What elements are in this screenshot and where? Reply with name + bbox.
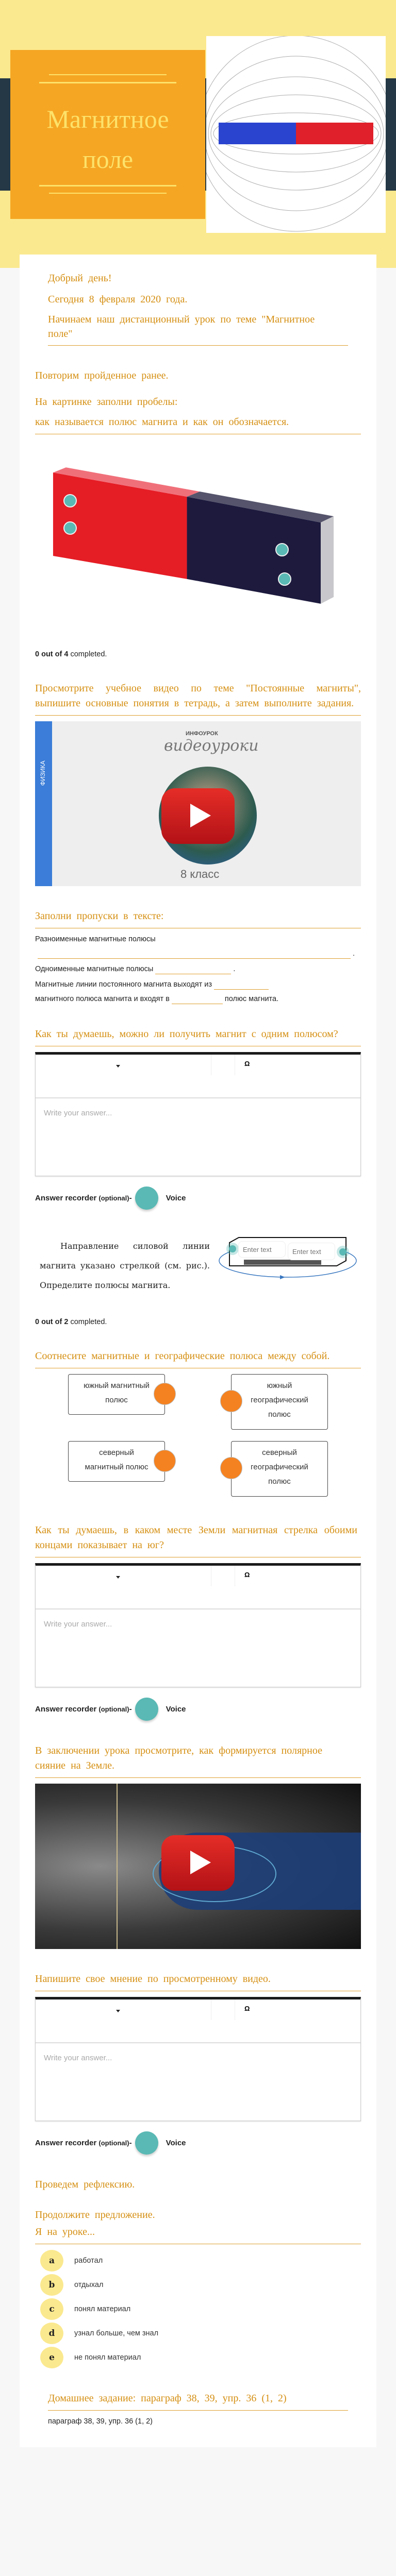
match-item-left[interactable]: южный магнитный полюс [68, 1374, 165, 1415]
q1-section [35, 1027, 361, 1210]
video2-section [35, 1743, 361, 1949]
fill-sentence-3c: полюс магнита. [224, 995, 279, 1003]
pole-input-2[interactable] [288, 1243, 335, 1260]
video1-section [35, 681, 361, 886]
hotspot[interactable] [339, 1248, 346, 1256]
q1-heading: Как ты думаешь, можно ли получить магнит с одним полюсом? [35, 1028, 338, 1040]
play-icon[interactable] [161, 1835, 235, 1891]
progress-status: 0 out of 2 completed. [35, 1318, 107, 1326]
option-b[interactable]: b отдыхал [40, 2274, 361, 2296]
answer-textarea[interactable] [36, 2043, 360, 2121]
format-dropdown-icon[interactable] [116, 1065, 120, 1067]
voice-label: Voice [166, 1194, 186, 1202]
video1-heading: Просмотрите учебное видео по теме "Постоянные магниты", выпишите основные понятия в тетрадь, а затем выполните задания. [35, 683, 361, 709]
voice-label: Voice [166, 2139, 186, 2147]
fill-sentence-1: Разноименные магнитные полюсы [35, 935, 156, 943]
magnet-labeling-image [35, 440, 361, 646]
answer-textarea[interactable] [36, 1609, 360, 1687]
pole-input-1[interactable] [238, 1241, 286, 1258]
special-char-button[interactable]: Ω [244, 1571, 250, 1579]
editor-toolbar [36, 1055, 360, 1098]
lesson-intro: Начинаем наш дистанционный урок по теме "Магнитное поле" [48, 314, 315, 340]
brand-script: видеоуроки [164, 737, 259, 755]
special-char-button[interactable]: Ω [244, 2005, 250, 2012]
review-section [35, 368, 361, 658]
homework-heading: Домашнее задание: параграф 38, 39, упр. 36 (1, 2) [48, 2393, 287, 2404]
play-icon[interactable] [161, 788, 235, 844]
fill-input-1[interactable] [38, 948, 351, 959]
fill-sentence-3a: Магнитные линии постоянного магнита выходят из [35, 980, 212, 989]
reflection-section [35, 2177, 361, 2368]
answer-editor [35, 1052, 361, 1176]
q2-section [35, 1523, 361, 1721]
subject-stripe [35, 721, 52, 886]
record-button[interactable] [135, 2131, 158, 2155]
match-item-right[interactable]: южный географический полюс [231, 1374, 328, 1430]
voice-label: Voice [166, 1705, 186, 1714]
divider [48, 345, 348, 346]
option-e[interactable]: e не понял материал [40, 2347, 361, 2368]
hero-title: Магнитное поле [46, 105, 169, 174]
review-task-line1: На картинке заполни пробелы: [35, 396, 178, 408]
label-hotspot[interactable] [275, 543, 289, 556]
option-d[interactable]: d узнал больше, чем знал [40, 2323, 361, 2344]
lesson-date: Сегодня 8 февраля 2020 года. [48, 294, 188, 305]
hero-title-box [10, 50, 205, 219]
reflection-prompt: Продолжите предложение. [35, 2209, 155, 2221]
divider [39, 82, 176, 83]
format-dropdown-icon[interactable] [116, 1576, 120, 1579]
special-char-button[interactable]: Ω [244, 1060, 250, 1067]
progress-status: 0 out of 4 completed. [35, 650, 107, 658]
format-dropdown-icon[interactable] [116, 2010, 120, 2012]
hero [0, 0, 396, 268]
divider [35, 1777, 361, 1778]
grade-label: 8 класс [180, 868, 220, 880]
reflection-prompt: Я на уроке... [35, 2226, 95, 2238]
match-connector[interactable] [220, 1390, 242, 1412]
brand-label: ИНФОУРОК [186, 731, 218, 737]
answer-editor [35, 1563, 361, 1687]
hotspot[interactable] [229, 1245, 236, 1252]
label-hotspot[interactable] [63, 521, 77, 535]
fill-input-2[interactable] [155, 964, 231, 974]
label-hotspot[interactable] [63, 494, 77, 507]
fill-section: Заполни пропуски в тексте: Разноименные магнитные полюсы . Одноименные магнитные полюсы . Магнитные линии постоянного магнита выходят из магнитного полюса магнита и входят в полюс магнита. [35, 909, 361, 1004]
option-a[interactable]: a работал [40, 2250, 361, 2272]
divider [48, 2410, 348, 2411]
match-area [35, 1374, 361, 1500]
reflection-heading: Проведем рефлексию. [35, 2179, 135, 2190]
magnetic-field-image [206, 36, 386, 233]
divider [49, 193, 167, 194]
q3-heading: Напишите свое мнение по просмотренному видео. [35, 1973, 271, 1985]
arrow-task-text: Направление силовой линии магнита указано стрелкой (см. рис.). Определите полюсы магнита. [40, 1241, 210, 1290]
record-button[interactable] [135, 1187, 158, 1210]
homework-text: параграф 38, 39, упр. 36 (1, 2) [48, 2417, 153, 2426]
fill-sentence-2: Одноименные магнитные полюсы [35, 965, 154, 973]
video-player[interactable] [35, 721, 361, 886]
answer-editor [35, 1997, 361, 2121]
subject-label: ФИЗИКА [39, 760, 46, 786]
divider [49, 74, 167, 75]
editor-toolbar [36, 1566, 360, 1609]
answer-textarea[interactable] [36, 1098, 360, 1176]
divider [35, 715, 361, 716]
record-button[interactable] [135, 1698, 158, 1721]
greeting: Добрый день! [48, 273, 112, 284]
match-section [35, 1349, 361, 1500]
homework-section [35, 2391, 361, 2427]
fill-heading: Заполни пропуски в тексте: [35, 910, 164, 922]
review-task-line2: как называется полюс магнита и как он обозначается. [35, 416, 289, 428]
answer-recorder: Answer recorder (optional) - Voice [35, 1698, 361, 1721]
video2-heading: В заключении урока просмотрите, как формируется полярное сияние на Земле. [35, 1745, 322, 1771]
fill-sentence-3b: магнитного полюса магнита и входят в [35, 995, 170, 1003]
editor-toolbar [36, 1999, 360, 2043]
video-player[interactable] [35, 1784, 361, 1949]
option-c[interactable]: c понял материал [40, 2298, 361, 2320]
review-heading: Повторим пройденное ранее. [35, 370, 169, 381]
arrow-task [35, 1232, 361, 1314]
intro-section [35, 271, 361, 346]
q2-heading: Как ты думаешь, в каком месте Земли магнитная стрелка обоими концами показывает на юг? [35, 1524, 357, 1551]
match-connector[interactable] [220, 1457, 242, 1479]
match-item-right[interactable]: северный географический полюс [231, 1441, 328, 1497]
fill-input-4[interactable] [172, 994, 223, 1004]
fill-input-3[interactable] [214, 979, 269, 990]
divider [39, 185, 176, 187]
answer-recorder: Answer recorder (optional) - Voice [35, 2131, 361, 2155]
match-heading: Соотнесите магнитные и географические полюса между собой. [35, 1350, 330, 1362]
match-connector[interactable] [154, 1383, 176, 1405]
match-connector[interactable] [154, 1450, 176, 1472]
label-hotspot[interactable] [278, 572, 291, 586]
match-item-left[interactable]: северный магнитный полюс [68, 1441, 165, 1482]
q3-section [35, 1972, 361, 2155]
content-card [20, 255, 376, 2447]
answer-recorder: Answer recorder (optional) - Voice [35, 1187, 361, 1210]
